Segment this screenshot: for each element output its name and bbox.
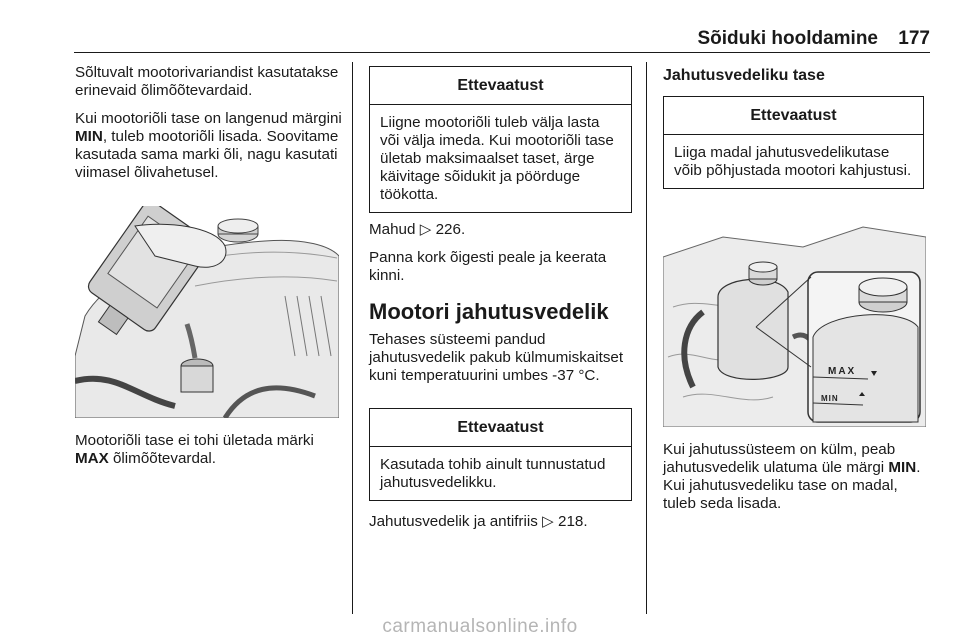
caution-heading: Ettevaatust (664, 97, 923, 135)
caution-box-coolant-level (663, 96, 924, 189)
oil-add-paragraph: Kui mootoriõli tase on langenud märgini MIN, tuleb mootoriõli lisada. Soovitame kasutada sama marki õli, nagu kasutati viimasel õlivahetusel. (75, 110, 342, 181)
caution-text: Liiga madal jahutusvedelikutase võib põhjustada mootori kahjustusi. (674, 144, 912, 179)
caution-heading: Ettevaatust (370, 67, 631, 105)
antifreeze-reference: Jahutusvedelik ja antifriis ▷ 218. (369, 513, 588, 530)
caution-box-coolant-type (369, 408, 632, 501)
column-2-text (369, 221, 632, 295)
subheading-coolant-level: Jahutusvedeliku tase (663, 67, 825, 84)
caution-heading: Ettevaatust (370, 409, 631, 447)
coolant-paragraph: Tehases süsteemi pandud jahutusvedelik pakub külmumiskaitset kuni temperatuurini umbes -37 °C. (369, 331, 624, 384)
column-1 (75, 64, 343, 192)
running-header-title: Sõiduki hooldamine (697, 28, 878, 49)
min-mark-label: MIN (821, 394, 839, 403)
section-heading-coolant: Mootori jahutusvedelik (369, 299, 609, 324)
max-mark-label: MAX (828, 366, 857, 377)
cross-reference-triangle-icon: ▷ (542, 513, 554, 530)
oil-caption: Mootoriõli tase ei tohi ületada märki MAX õlimõõtevardal. (75, 432, 314, 467)
page-number: 177 (898, 28, 930, 49)
cross-reference-triangle-icon: ▷ (419, 221, 432, 238)
column-divider-1 (352, 62, 353, 614)
caution-box-oil (369, 66, 632, 213)
watermark: carmanualsonline.info (382, 616, 578, 637)
capacity-reference: Mahud ▷ 226. (369, 221, 466, 238)
dipstick-paragraph: Sõltuvalt mootorivariandist kasutatakse erinevaid õlimõõtevardaid. (75, 64, 339, 99)
coolant-caption: Kui jahutussüsteem on külm, peab jahutusvedelik ulatuma üle märgi MIN. Kui jahutusvedeliku tase on madal, tuleb seda lisada. (663, 441, 921, 512)
coolant-reservoir-illustration (663, 217, 926, 427)
caution-text: Kasutada tohib ainult tunnustatud jahutusvedelikku. (380, 456, 606, 491)
header-rule (74, 52, 930, 53)
caution-text: Liigne mootoriõli tuleb välja lasta või välja imeda. Kui mootoriõli tase ületab maksimaalset taset, ärge käivitage sõidukit ja pöörduge töökotta. (380, 114, 614, 203)
cap-paragraph: Panna kork õigesti peale ja keerata kinni. (369, 249, 607, 284)
column-divider-2 (646, 62, 647, 614)
oil-fill-illustration (75, 206, 339, 418)
